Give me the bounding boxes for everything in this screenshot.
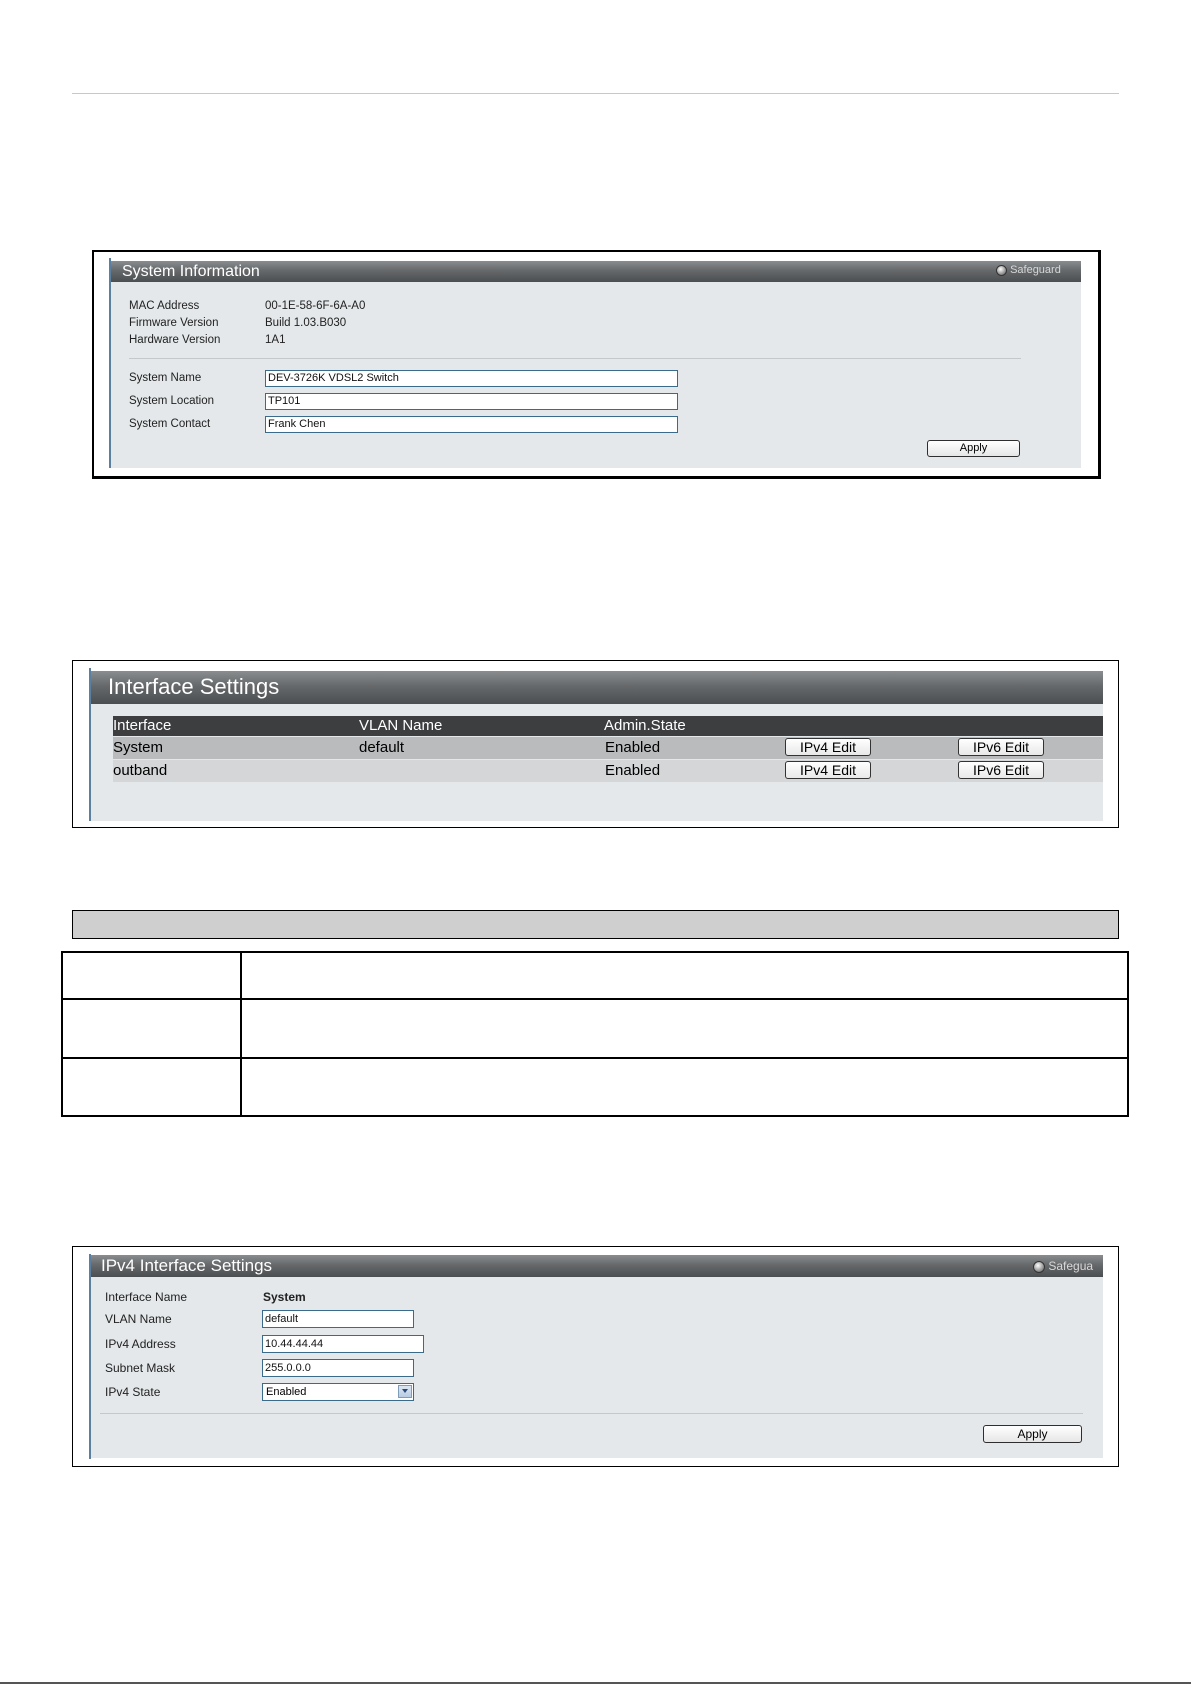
row-admin-state: Enabled bbox=[605, 762, 661, 779]
mac-address-value: 00-1E-58-6F-6A-A0 bbox=[265, 300, 366, 312]
safeguard-label: Safegua bbox=[1048, 1259, 1094, 1273]
safeguard-icon bbox=[996, 265, 1007, 276]
system-contact-input[interactable] bbox=[265, 416, 678, 433]
table-row bbox=[62, 999, 1128, 1058]
parameter-cell bbox=[62, 999, 241, 1058]
row-admin-state: Enabled bbox=[605, 739, 661, 756]
hardware-version-value: 1A1 bbox=[265, 334, 286, 346]
table-row bbox=[113, 737, 1103, 759]
system-name-label: System Name bbox=[129, 372, 202, 384]
ipv4-address-label: IPv4 Address bbox=[105, 1337, 176, 1351]
system-information-title: System Information bbox=[122, 263, 260, 280]
row-interface: System bbox=[113, 739, 164, 756]
mac-address-label: MAC Address bbox=[129, 300, 200, 312]
interface-settings-title: Interface Settings bbox=[108, 674, 280, 699]
ipv4-state-label: IPv4 State bbox=[105, 1385, 161, 1399]
ipv4-interface-settings-title: IPv4 Interface Settings bbox=[101, 1256, 273, 1275]
top-rule bbox=[72, 93, 1119, 94]
system-information-apply-button[interactable]: Apply bbox=[927, 440, 1020, 457]
hardware-version-label: Hardware Version bbox=[129, 334, 221, 346]
ipv4-address-input[interactable] bbox=[262, 1335, 424, 1353]
header-interface: Interface bbox=[113, 717, 172, 734]
ipv4-divider bbox=[100, 1413, 1083, 1414]
parameter-table-header-bar bbox=[72, 910, 1119, 939]
row-interface: outband bbox=[113, 762, 168, 779]
description-cell bbox=[241, 952, 1128, 999]
safeguard-icon bbox=[1033, 1261, 1045, 1273]
interface-name-label: Interface Name bbox=[105, 1290, 188, 1304]
subnet-mask-label: Subnet Mask bbox=[105, 1361, 176, 1375]
system-location-input[interactable] bbox=[265, 393, 678, 410]
safeguard-indicator[interactable] bbox=[1033, 1259, 1103, 1273]
ipv4-interface-settings-panel bbox=[91, 1255, 1103, 1458]
system-information-title-bar bbox=[111, 261, 1081, 282]
firmware-version-label: Firmware Version bbox=[129, 317, 219, 329]
parameter-cell bbox=[62, 952, 241, 999]
safeguard-label: Safeguard bbox=[1010, 264, 1061, 276]
parameter-cell bbox=[62, 1058, 241, 1116]
header-admin-state: Admin.State bbox=[604, 717, 686, 734]
firmware-version-value: Build 1.03.B030 bbox=[265, 317, 347, 329]
interface-settings-title-bar bbox=[91, 671, 1103, 704]
header-vlan-name: VLAN Name bbox=[359, 717, 443, 734]
bottom-rule bbox=[0, 1682, 1191, 1684]
ipv6-edit-button[interactable]: IPv6 Edit bbox=[958, 761, 1044, 779]
chevron-down-icon[interactable] bbox=[398, 1385, 412, 1398]
interface-table-header bbox=[113, 716, 1103, 736]
ipv4-state-select[interactable] bbox=[262, 1383, 414, 1401]
table-row bbox=[62, 952, 1128, 999]
vlan-name-label: VLAN Name bbox=[105, 1312, 172, 1326]
parameter-description-table bbox=[61, 951, 1129, 1117]
ipv4-edit-button[interactable]: IPv4 Edit bbox=[785, 738, 871, 756]
ipv4-apply-button[interactable]: Apply bbox=[983, 1425, 1082, 1443]
system-name-input[interactable] bbox=[265, 370, 678, 387]
description-cell bbox=[241, 999, 1128, 1058]
row-vlan-name: default bbox=[359, 739, 405, 756]
safeguard-indicator[interactable] bbox=[996, 264, 1061, 276]
interface-name-value: System bbox=[263, 1290, 306, 1304]
ipv4-edit-button[interactable]: IPv4 Edit bbox=[785, 761, 871, 779]
system-information-divider bbox=[129, 358, 1021, 359]
system-location-label: System Location bbox=[129, 395, 215, 407]
system-contact-label: System Contact bbox=[129, 418, 211, 430]
table-row bbox=[62, 1058, 1128, 1116]
vlan-name-input[interactable] bbox=[262, 1310, 414, 1328]
ipv4-state-selected: Enabled bbox=[266, 1386, 307, 1398]
ipv4-interface-settings-title-bar bbox=[91, 1255, 1103, 1277]
description-cell bbox=[241, 1058, 1128, 1116]
ipv6-edit-button[interactable]: IPv6 Edit bbox=[958, 738, 1044, 756]
subnet-mask-input[interactable] bbox=[262, 1359, 414, 1377]
table-row bbox=[113, 760, 1103, 782]
system-information-panel bbox=[111, 261, 1081, 468]
